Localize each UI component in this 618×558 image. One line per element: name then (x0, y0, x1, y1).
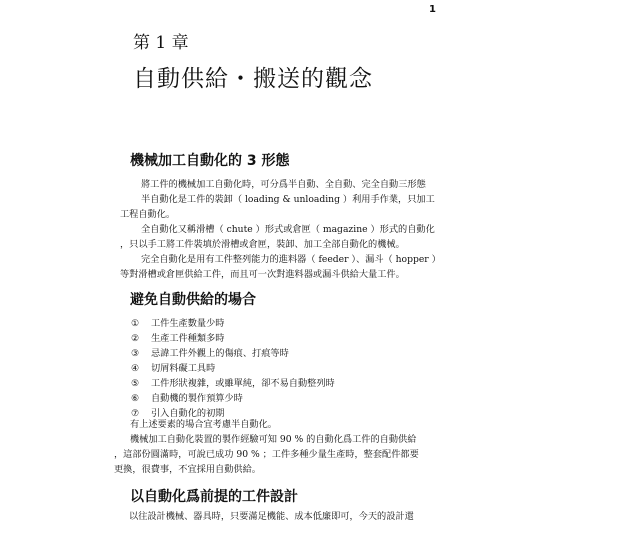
list-text: 切屑料礙工具時 (151, 363, 216, 374)
list-item (131, 375, 335, 389)
list-number: ④ (131, 363, 140, 374)
list-number: ⑤ (131, 378, 140, 389)
list-item (131, 345, 289, 359)
list-number: ① (131, 318, 140, 329)
paragraph-line: 有上述要素的場合宜考慮半自動化。 (130, 419, 277, 430)
list-text: 自動機的製作預算少時 (151, 393, 243, 404)
section-heading-avoid-auto-feed: 避免自動供給的場合 (130, 292, 256, 308)
list-number: ③ (131, 348, 140, 359)
paragraph-line: 全自動化又稱滑槽（ chute ）形式或倉匣（ magazine ）形式的自動化 (141, 224, 435, 235)
list-number: ⑥ (131, 393, 140, 404)
section-heading-design-for-automation: 以自動化爲前提的工件設計 (130, 489, 298, 505)
paragraph-line: 完全自動化是用有工件整列能力的進料器（ feeder ）、漏斗（ hopper ） (141, 254, 441, 265)
section-heading-three-forms: 機械加工自動化的 3 形態 (130, 153, 290, 169)
list-text: 生產工件種類多時 (151, 333, 225, 344)
list-text: 工件生產數量少時 (151, 318, 225, 329)
page-number: 1 (429, 4, 436, 15)
paragraph-line: 工程自動化。 (120, 209, 176, 220)
paragraph-line: ，這部份圓滿時，可說已成功 90 % ；工件多種少量生產時，整套配件都要 (114, 449, 419, 460)
list-number: ⑦ (131, 408, 140, 419)
paragraph-line: ，只以手工將工件裝填於滑槽或倉匣，裝卸、加工全部自動化的機械。 (120, 239, 405, 250)
chapter-label: 第 1 章 (133, 33, 189, 53)
list-text: 引入自動化的初期 (151, 408, 225, 419)
paragraph-line: 以往設計機械、器具時，只要滿足機能、成本低廉即可，今天的設計還 (129, 511, 414, 522)
paragraph-line: 將工件的機械加工自動化時，可分爲半自動、全自動、完全自動三形態 (141, 179, 426, 190)
list-item (131, 330, 225, 344)
list-number: ② (131, 333, 140, 344)
list-item (131, 390, 243, 404)
list-item (131, 405, 225, 419)
paragraph-line: 半自動化是工件的裝卸（ loading & unloading ）利用手作業，只加工 (141, 194, 435, 205)
paragraph-line: 等對滑槽或倉匣供給工件，而且可一次對進料器或漏斗供給大量工件。 (120, 269, 405, 280)
list-item (131, 315, 225, 329)
list-text: 忌諱工件外觀上的傷痕、打痕等時 (151, 348, 289, 359)
chapter-title: 自動供給・搬送的觀念 (133, 66, 373, 92)
list-item (131, 360, 215, 374)
paragraph-line: 更換，很費事，不宜採用自動供給。 (114, 464, 261, 475)
paragraph-line: 機械加工自動化裝置的製作經驗可知 90 % 的自動化爲工件的自動供給 (130, 434, 417, 445)
list-text: 工件形狀複雜，或雖單純，卻不易自動整列時 (151, 378, 335, 389)
